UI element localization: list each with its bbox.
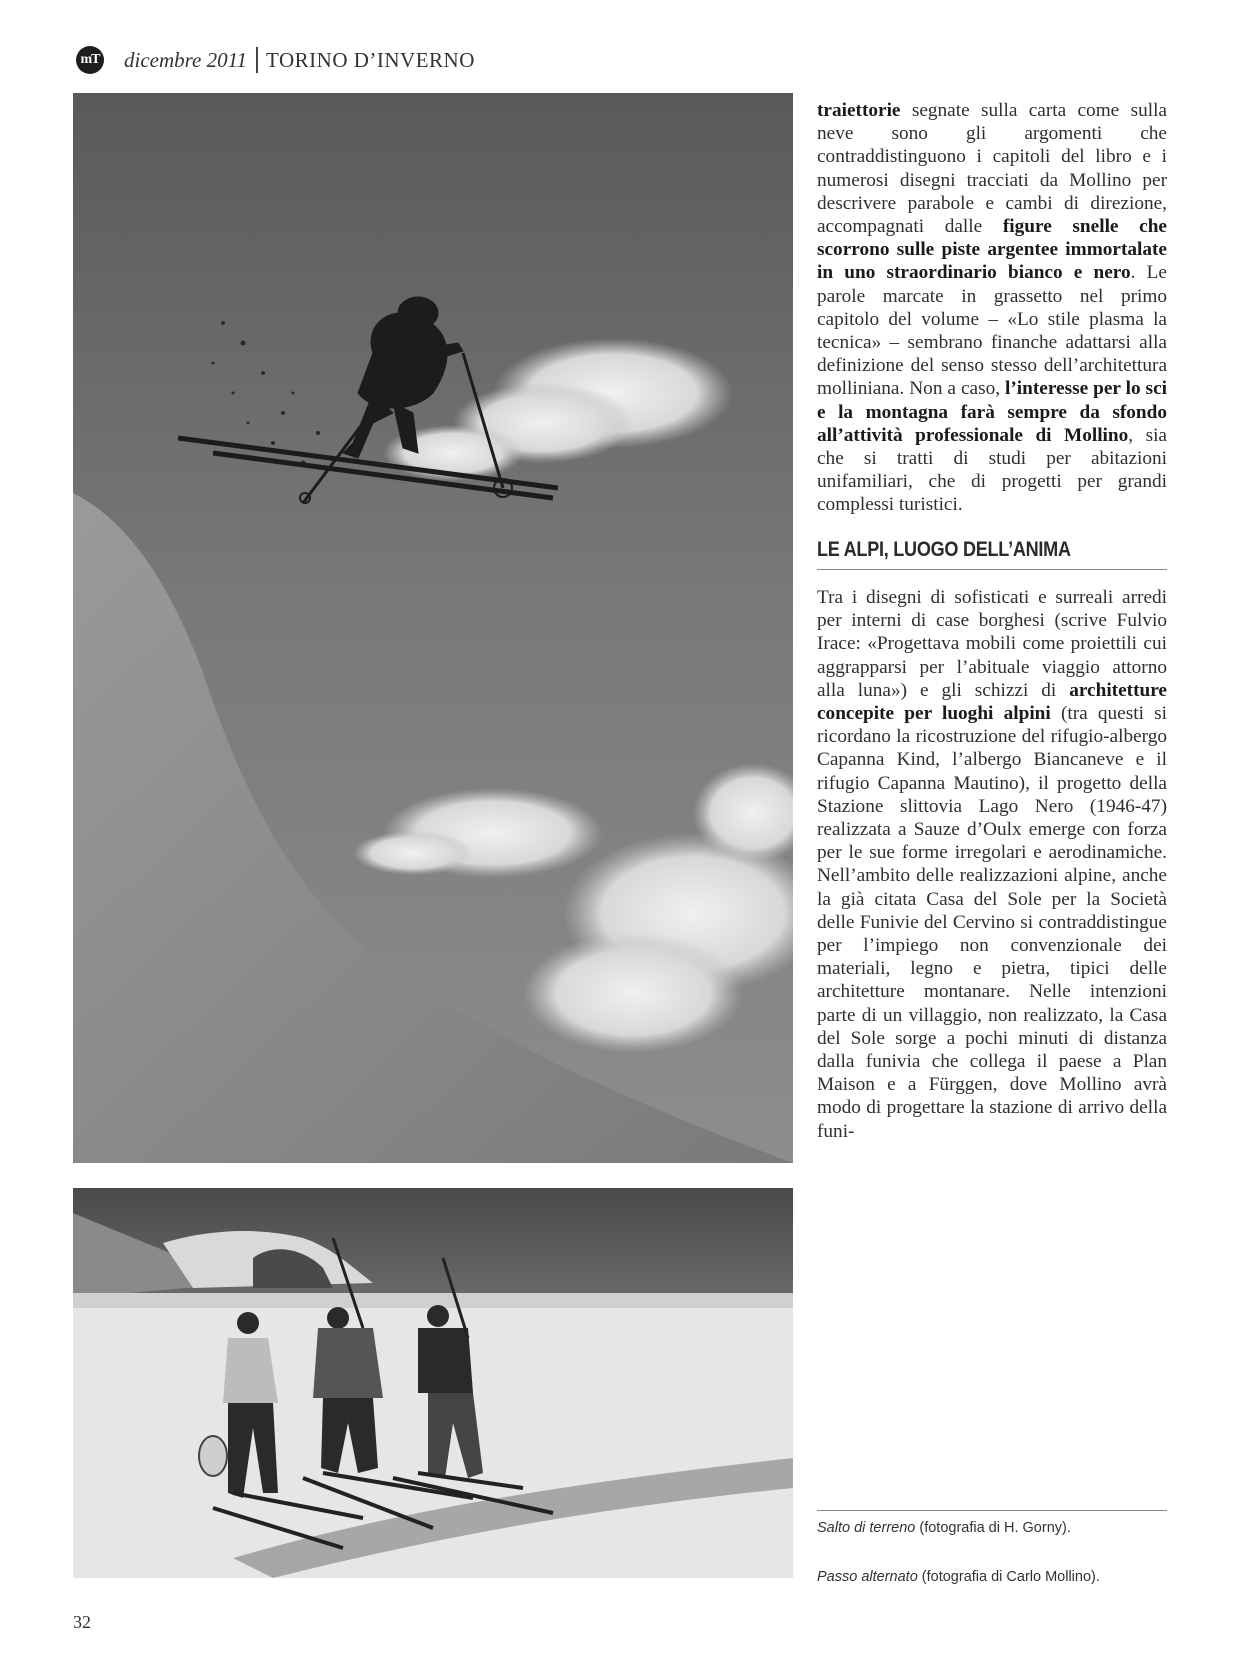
bold-text-run: figure snelle che scorrono sulle piste argentee immortalate in uno straordinario bianco e nero	[817, 216, 1167, 284]
page-number: 32	[73, 1612, 91, 1632]
caption-credit: (fotografia di H. Gorny).	[915, 1520, 1071, 1536]
caption-credit: (fotografia di Carlo Mollino).	[917, 1569, 1100, 1585]
bold-text-run: l’interesse per lo sci e la montagna farà sempre da sfondo all’attività professionale di Mollino	[817, 378, 1167, 446]
caption-top-photo	[817, 1520, 1177, 1536]
section-heading: LE ALPI, LUOGO DELL’ANIMA	[817, 538, 1071, 561]
caption-title: Passo alternato	[817, 1569, 918, 1585]
heading-rule	[817, 569, 1167, 570]
text-run: (tra questi si ricordano la ricostruzione del rifugio-albergo Capanna Kind, l’albergo Biancaneve e il rifugio Capanna Mautino), il progetto della Stazione slittovia Lago Nero (1946-47) realizzata a Sauze d’Oulx emerge con forza per le sue forme irregolari e aerodinamiche. Nell’ambito delle realizzazioni alpine, anche la già citata Casa del Sole per la Società delle Funivie del Cervino si contraddistingue per l’impiego non convenzionale dei materiali, legno e pietra, tipici delle architetture montanare. Nelle intenzioni parte di un villaggio, non realizzato, la Casa del Sole sorge a pochi minuti di distanza dalla funivia che collega il paese a Plan Maison e a Fürggen, dove Mollino avrà modo di progettare la stazione di arrivo della funi-	[817, 703, 1167, 1142]
text-run: segnate sulla carta come sulla neve sono gli argomenti che contraddistinguono i capitoli del libro e i numerosi disegni tracciati da Mollino per descrivere parabole e cambi di direzione, accompagnati dalle	[817, 100, 1167, 238]
bold-text-run: traiettorie	[817, 100, 901, 121]
caption-rule	[817, 1510, 1167, 1511]
skiers-photo	[73, 1188, 793, 1578]
article-paragraph-2	[817, 586, 1167, 1143]
bold-text-run: architetture concepite per luoghi alpini	[817, 679, 1167, 725]
ski-jump-photo	[73, 93, 793, 1163]
magazine-logo: mT	[76, 46, 104, 74]
magazine-title: TORINO D’INVERNO	[266, 47, 475, 72]
issue-date: dicembre 2011	[124, 47, 248, 72]
header-divider	[256, 47, 258, 73]
caption-title: Salto di terreno	[817, 1520, 916, 1536]
text-run: . Le parole marcate in grassetto nel primo capitolo del volume – «Lo stile plasma la tecnica» – sembrano finanche adattarsi alla definizione del senso stesso dell’architettura molliniana. Non a caso,	[817, 262, 1167, 400]
text-run: , sia che si tratti di studi per abitazioni unifamiliari, che di progetti per grandi complessi turistici.	[817, 424, 1167, 516]
page-header	[76, 44, 475, 76]
article-paragraph-1	[817, 99, 1167, 517]
caption-bottom-photo	[817, 1569, 1177, 1585]
text-run: Tra i disegni di sofisticati e surreali arredi per interni di case borghesi (scrive Fulvio Irace: «Progettava mobili come proiettili cui aggrapparsi per l’abituale viaggio attorno alla luna») e gli schizzi di	[817, 587, 1167, 701]
